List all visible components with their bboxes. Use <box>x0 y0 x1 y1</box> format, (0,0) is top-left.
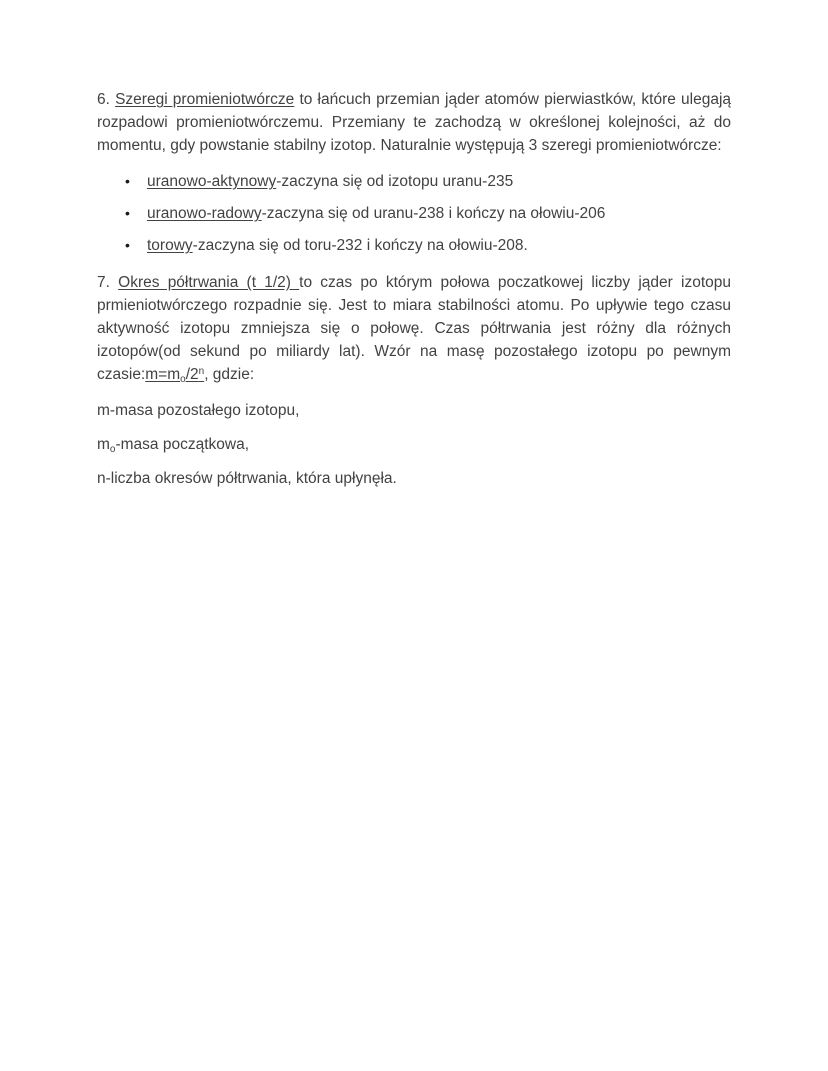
list-item-rest: -zaczyna się od izotopu uranu-235 <box>276 173 514 190</box>
section-7-number: 7. <box>97 274 119 291</box>
section-7-body: to czas po którym połowa poczatkowej liczby jąder izotopu prmieniotwórczego rozpadnie się. Jest to miara stabilności atomu. Po upływie tego czasu aktywność izotopu zmniejsza się o połowę. Czas półtrwania jest różny dla różnych izotopów(od sekund po miliardy lat). Wzór na masę pozostałego izotopu po pewnym czasie: <box>97 274 731 383</box>
list-item-uranium-actinium <box>97 170 731 193</box>
formula-base: m=m <box>145 366 181 383</box>
definition-m0 <box>97 433 731 456</box>
definition-n: n-liczba okresów półtrwania, która upłynęła. <box>97 470 397 487</box>
half-life-formula <box>145 366 204 383</box>
section-7-after-formula: , gdzie: <box>204 366 255 383</box>
bullet-icon: • <box>125 237 130 253</box>
list-item-text <box>147 234 528 257</box>
section-6-paragraph <box>97 88 731 157</box>
list-item-term: uranowo-radowy <box>147 205 262 222</box>
section-7-paragraph <box>97 271 731 386</box>
list-item-uranium-radium <box>97 202 731 225</box>
list-item-term: torowy <box>147 237 193 254</box>
section-7-term: Okres półtrwania (t 1/2) <box>118 274 300 291</box>
list-item-term: uranowo-aktynowy <box>147 173 277 190</box>
bullet-icon: • <box>125 205 130 221</box>
formula-exponent: n <box>198 366 205 377</box>
list-item-text <box>147 170 513 193</box>
list-item-rest: -zaczyna się od toru-232 i kończy na ołowiu-208. <box>192 237 528 254</box>
definition-m: m-masa pozostałego izotopu, <box>97 402 300 419</box>
definition-m0-text: -masa początkowa, <box>115 436 250 453</box>
formula-divisor: /2 <box>185 366 199 383</box>
definition-m0-subscript: o <box>109 444 116 455</box>
section-6-term: Szeregi promieniotwórcze <box>115 91 295 108</box>
bullet-icon: • <box>125 173 130 189</box>
section-6-number: 6. <box>97 91 116 108</box>
list-item-rest: -zaczyna się od uranu-238 i kończy na ołowiu-206 <box>261 205 606 222</box>
list-item-thorium <box>97 234 731 257</box>
definition-m0-symbol: m <box>97 436 110 453</box>
formula-subscript: o <box>180 374 186 385</box>
radioactive-series-list <box>97 170 731 257</box>
list-item-text <box>147 202 605 225</box>
section-6-body: to łańcuch przemian jąder atomów pierwiastków, które ulegają rozpadowi promieniotwórczemu. Przemiany te zachodzą w określonej kolejności, aż do momentu, gdy powstanie stabilny izotop. Naturalnie występują 3 szeregi promieniotwórcze: <box>97 91 732 154</box>
